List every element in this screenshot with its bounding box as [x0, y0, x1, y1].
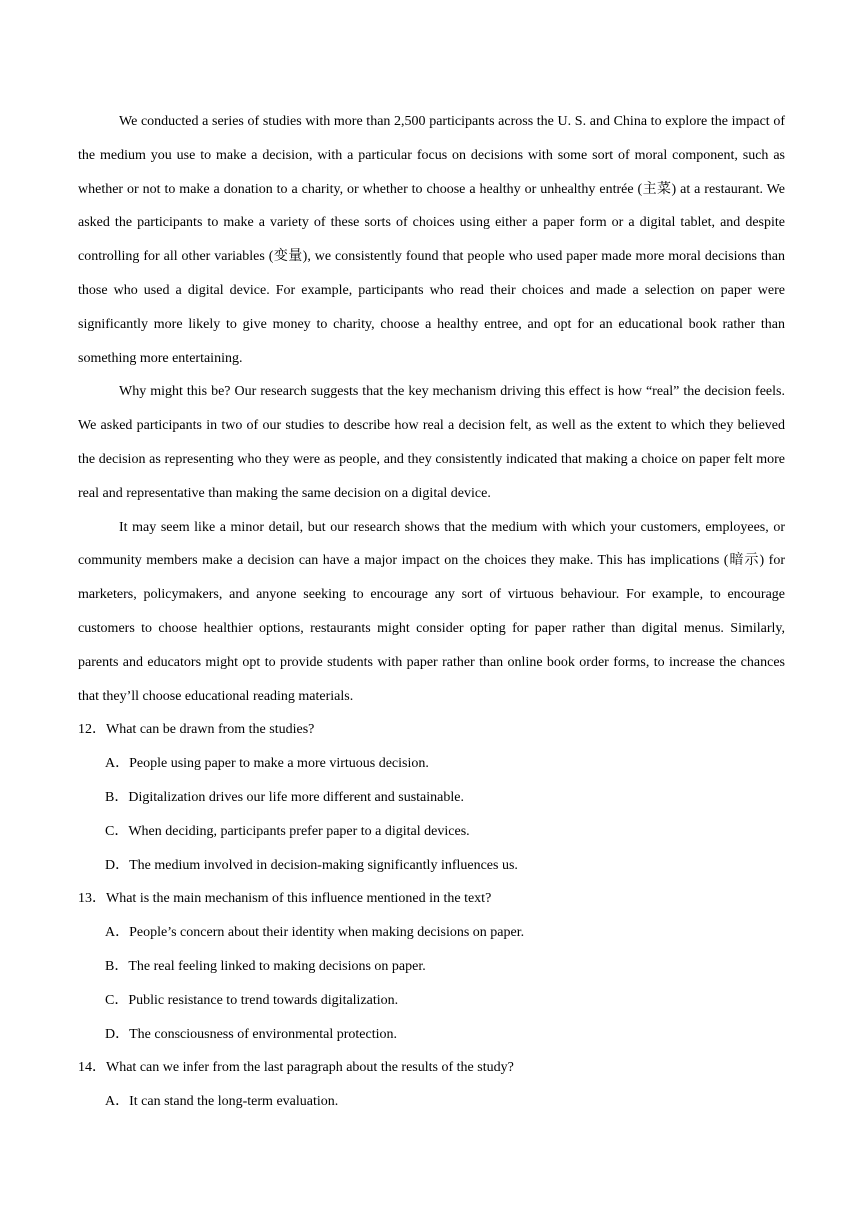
passage-paragraph-3: It may seem like a minor detail, but our research shows that the medium with which your customers, employees, or community members make a decision can have a major impact on the choices they make. This has implications (暗示) for marketers, policymakers, and anyone seeking to encourage any sort of virtuous behaviour. For example, to encourage customers to choose healthier options, restaurants might consider opting for paper rather than digital menus. Similarly, parents and educators might opt to provide students with paper rather than online book order forms, to increase the chances that they’ll choose educational reading materials.: [78, 519, 785, 704]
question-12-option-b: B．Digitalization drives our life more different and sustainable.: [105, 789, 464, 805]
question-12-stem: 12．What can be drawn from the studies?: [78, 722, 315, 738]
question-14-option-a: A．It can stand the long-term evaluation.: [105, 1094, 339, 1110]
document-page: [78, 105, 785, 1119]
question-14-stem: 14．What can we infer from the last paragraph about the results of the study?: [78, 1060, 514, 1076]
question-13-stem: 13．What is the main mechanism of this influence mentioned in the text?: [78, 891, 492, 907]
question-12-option-d: D．The medium involved in decision-making significantly influences us.: [105, 857, 518, 873]
question-13-option-d: D．The consciousness of environmental protection.: [105, 1026, 397, 1042]
question-12-option-c: C．When deciding, participants prefer paper to a digital devices.: [105, 823, 470, 839]
question-13-option-a: A．People’s concern about their identity when making decisions on paper.: [105, 925, 525, 941]
question-13-option-c: C．Public resistance to trend towards digitalization.: [105, 992, 399, 1008]
question-13-option-b: B．The real feeling linked to making decisions on paper.: [105, 958, 426, 974]
passage-paragraph-1: We conducted a series of studies with more than 2,500 participants across the U. S. and China to explore the impact of the medium you use to make a decision, with a particular focus on decisions with some sort of moral component, such as whether or not to make a donation to a charity, or whether to choose a healthy or unhealthy entrée (主菜) at a restaurant. We asked the participants to make a variety of these sorts of choices using either a paper form or a digital tablet, and despite controlling for all other variables (变量), we consistently found that people who used paper made more moral decisions than those who used a digital device. For example, participants who read their choices and made a selection on paper were significantly more likely to give money to charity, choose a healthy entree, and opt for an educational book rather than something more entertaining.: [78, 114, 785, 366]
question-12-option-a: A．People using paper to make a more virtuous decision.: [105, 756, 429, 772]
passage-paragraph-2: Why might this be? Our research suggests that the key mechanism driving this effect is how “real” the decision feels. We asked participants in two of our studies to describe how real a decision felt, as well as the extent to which they believed the decision as representing who they were as people, and they consistently indicated that making a choice on paper felt more real and representative than making the same decision on a digital device.: [78, 384, 785, 501]
